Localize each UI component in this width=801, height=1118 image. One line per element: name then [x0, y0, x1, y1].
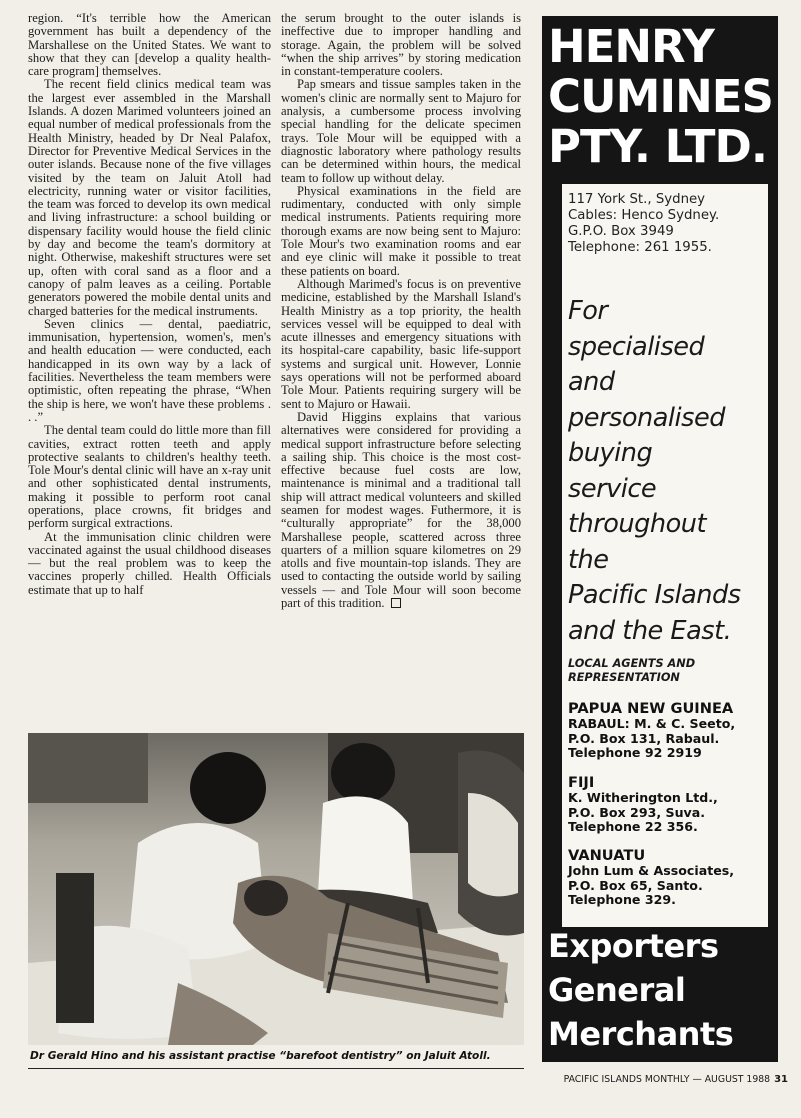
ad-slogan-line: buying [568, 438, 653, 468]
ad-footer-line: Merchants [548, 1015, 734, 1053]
ad-company-name [542, 22, 778, 172]
article-paragraph: Although Marimed's focus is on preventive medicine, established by the Marshall Island's Health Ministry as a top priority, the health services vessel will be equipped to deal with acute illnesses and emergency situations with its hospital-care capability, basic life-support systems and surgical unit. However, Lonnie says operations will not be performed aboard Tole Mour. Patients requiring surgery will be sent to Majuro or Hawaii. [281, 276, 521, 411]
folio-text: PACIFIC ISLANDS MONTHLY — AUGUST 1988 [563, 1074, 771, 1085]
ad-footer [542, 924, 778, 1056]
ad-footer-line: General [548, 971, 686, 1009]
ad-address-line: Cables: Henco Sydney. [568, 208, 720, 223]
ad-company-line: HENRY [548, 20, 714, 73]
ad-slogan-line: the [568, 544, 609, 575]
ad-region-line: K. Witherington Ltd., [568, 790, 718, 805]
ad-agents-heading [568, 657, 695, 685]
ad-region-vanuatu [568, 847, 768, 908]
ad-slogan-line: specialised [568, 331, 705, 362]
article-paragraph: At the immunisation clinic children were vaccinated against the usual childhood diseases — but the real problem was to keep the vaccines properly chilled. Health Officials estimate that up to half [28, 529, 271, 597]
ad-region-country: FIJI [568, 774, 595, 791]
dentistry-photo [28, 733, 524, 1045]
ad-company-line: CUMINES [548, 70, 773, 123]
ad-white-panel [562, 184, 768, 927]
ad-slogan-line: throughout [568, 509, 707, 539]
photo-caption: Dr Gerald Hino and his assistant practise “barefoot dentistry” on Jaluit Atoll. [30, 1050, 491, 1062]
ad-slogan-line: personalised [568, 402, 725, 433]
ad-region-line: P.O. Box 65, Santo. [568, 877, 703, 893]
article-column-1 [28, 12, 271, 597]
ad-region-fiji [568, 774, 768, 835]
ad-region-png [568, 700, 768, 761]
ad-slogan [568, 294, 768, 649]
ad-slogan-line: service [568, 473, 657, 504]
article-paragraph: the serum brought to the outer islands is ineffective due to improper handling and storage. Again, the problem will be solved “when the ship arrives” by storing medication in constant-temperature coolers. [281, 11, 521, 79]
ad-agents-heading-line: REPRESENTATION [568, 671, 680, 684]
ad-region-country: VANUATU [568, 847, 646, 864]
end-of-article-mark [391, 598, 401, 608]
ad-agents-heading-line: LOCAL AGENTS AND [568, 657, 696, 670]
article-paragraph-text: David Higgins explains that various alternatives were considered for providing a medical support infrastructure before selecting a sailing ship. This choice is the most cost-effective because fuel costs are low, maintenance is minimal and a traditional tall ship will attract medical volunteers and skilled seamen for modest wages. Futhermore, it is “culturally appropriate” for the 38,000 Marshallese people, scattered across three quarters of a million square kilometres on 29 atolls and five mountain-top islands. They are used to contacting the outside world by sailing vessels — and Tole Mour will soon become part of this tradition. [281, 409, 521, 611]
article-paragraph: region. “It's terrible how the American government has built a dependency of the Marshallese on the United States. We want to show that they can [develop a quality health-care program] themselves. [28, 11, 271, 79]
ad-address-line: G.P.O. Box 3949 [568, 224, 674, 239]
article-paragraph: The dental team could do little more than fill cavities, extract rotten teeth and apply protective sealants to children's healthy teeth. Tole Mour's dental clinic will have an x-ray unit and other sophisticated dental instruments, making it possible to perform root canal operations, place crowns, fit bridges and perform surgical extractions. [28, 423, 271, 531]
ad-slogan-line: and the East. [568, 615, 732, 646]
article-paragraph: Seven clinics — dental, paediatric, immunisation, hypertension, women's, men's and health education — were conducted, each handicapped in its own way by a lack of facilities. Nevertheless the team members were optimistic, often repeating the phrase, “When the ship is here, we won't have these problems . . .” [28, 316, 271, 424]
article-paragraph-last [281, 411, 521, 610]
ad-address [568, 192, 764, 256]
page-folio [556, 1074, 788, 1085]
caption-rule [28, 1068, 524, 1069]
page-number: 31 [774, 1074, 788, 1085]
ad-region-line: RABAUL: M. & C. Seeto, [568, 716, 736, 731]
ad-region-line: P.O. Box 293, Suva. [568, 804, 706, 820]
henry-cumines-advertisement [542, 16, 778, 1062]
ad-region-line: Telephone 22 356. [568, 819, 698, 835]
ad-region-line: P.O. Box 131, Rabaul. [568, 730, 720, 746]
ad-region-line: Telephone 329. [568, 892, 676, 908]
ad-slogan-line: For [568, 296, 608, 326]
ad-address-line: 117 York St., Sydney [568, 192, 706, 207]
ad-address-line: Telephone: 261 1955. [568, 240, 712, 255]
article-paragraph: Pap smears and tissue samples taken in the women's clinic are normally sent to Majuro for analysis, a cumbersome process involving special handling for the delicate specimen trays. Tole Mour will be equipped with a diagnostic laboratory where pathology results can be determined within hours, the medical team to follow up without delay. [281, 77, 521, 185]
article-paragraph: Physical examinations in the field are rudimentary, conducted with only simple medical instruments. Patients requiring more thorough exams are now being sent to Majuro: Tole Mour's two examination rooms and ear and eye clinic will make it possible to treat these patients on board. [281, 183, 521, 278]
article-column-2 [281, 12, 521, 610]
ad-slogan-line: Pacific Islands [568, 580, 741, 610]
ad-region-line: John Lum & Associates, [568, 863, 735, 878]
ad-region-line: Telephone 92 2919 [568, 745, 702, 761]
article-paragraph: The recent field clinics medical team was the largest ever assembled in the Marshall Islands. A dozen Marimed volunteers joined an equal number of medical professionals from the Health Ministry, headed by Dr Neal Palafox, Director for Preventive Medical Services in the outer islands. Because none of the five villages visited by the team on Jaluit Atoll had electricity, running water or visitor facilities, the team was forced to develop its own medical and living infrastructure: a school building or dispensary facility would house the field clinic by day and become the team's dormitory at night. Otherwise, makeshift structures were set up, often with coral sand as a floor and a canopy of palm leaves as a ceiling. Portable generators powered the mobile dental units and charged batteries for the medical instruments. [28, 77, 271, 318]
ad-slogan-line: and [568, 367, 615, 397]
ad-footer-line: Exporters [548, 927, 719, 965]
ad-company-line: PTY. LTD. [548, 120, 767, 173]
ad-region-country: PAPUA NEW GUINEA [568, 700, 734, 717]
